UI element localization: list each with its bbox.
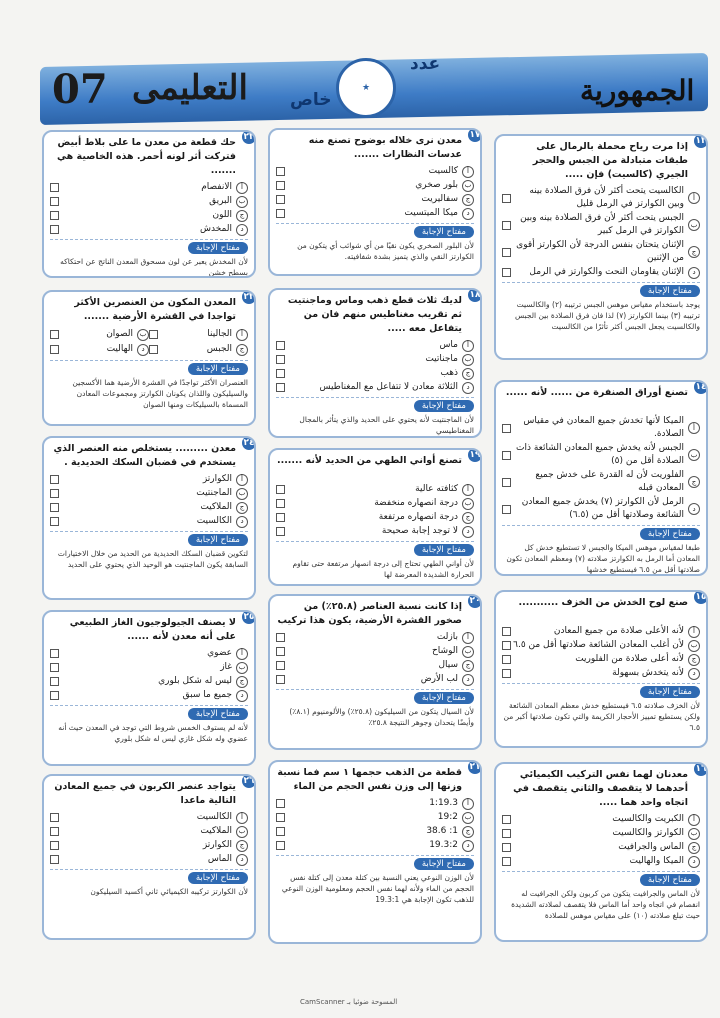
option-c[interactable]: ج سفاليريت: [276, 193, 474, 206]
question-number: ١٥: [692, 590, 708, 606]
option-a[interactable]: أ الجالينا: [149, 328, 248, 341]
answer-text: لأن الماس والجرافيت يتكون من كربون ولكن الجرافيت له انفصام في اتجاه واحد أما الماس فلا يتقصف لصلادته الشديدة حيث تبلغ صلادته (١٠) على مقياس موهس للصلادة: [511, 889, 700, 920]
option-d[interactable]: د الإثنان يقاومان النحت والكوارتز في الرمل: [502, 266, 700, 279]
answer-key-label: مفتاح الإجابة: [640, 528, 700, 540]
ministry-seal-icon: ★: [336, 58, 396, 118]
question-card-24: [42, 436, 256, 600]
option-b[interactable]: ب الملاكيت: [50, 825, 248, 838]
option-b[interactable]: ب الوشاح: [276, 645, 474, 658]
option-a[interactable]: أ بازلت: [276, 631, 474, 644]
question-card-26: [42, 774, 256, 940]
answer-text: لأن الوزن النوعي يعني النسبة بين كتلة معدن إلى كتلة نفس الحجم من الماء ولأنه لهما نفس الحجم ومعلومية الوزن النوعي للذهب تكون الإجابة هي 19.3:1: [281, 873, 474, 904]
option-d[interactable]: د لب الأرض: [276, 673, 474, 686]
option-c[interactable]: ج الإثنان يتحتان بنفس الدرجة لأن الكوارتز أقوى من الإثنين: [502, 239, 700, 265]
answer-key: [276, 223, 474, 262]
answer-text: لأن الكوارتز تركيبه الكيميائي ثاني أكسيد السيليكون: [90, 887, 248, 896]
option-c[interactable]: ج اللون: [50, 209, 248, 222]
option-a[interactable]: أ الكوارتز: [50, 473, 248, 486]
option-c[interactable]: ج درجة انصهاره مرتفعة: [276, 511, 474, 524]
answer-key-label: مفتاح الإجابة: [414, 858, 474, 870]
option-b[interactable]: ب الصوان: [50, 328, 149, 341]
option-c[interactable]: ج الكوارتز: [50, 839, 248, 852]
option-d[interactable]: د الماس: [50, 853, 248, 866]
question-card-15: [494, 590, 708, 748]
question-number: ١٧: [466, 128, 482, 144]
question-text: المعدن المكون من العنصرين الأكثر تواجدا في القشرة الأرضية .......: [74, 297, 236, 322]
option-b[interactable]: ب الجبس لأنه يخدش جميع المعادن الشائعة ذات الصلادة أقل من (٥): [502, 442, 700, 468]
question-number: ٢٢: [240, 130, 256, 146]
answer-key: [276, 689, 474, 728]
option-d[interactable]: د المخدش: [50, 223, 248, 236]
option-a[interactable]: أ كثافته عالية: [276, 483, 474, 496]
answer-key-label: مفتاح الإجابة: [640, 686, 700, 698]
question-number: ٢٥: [240, 610, 256, 626]
newspaper-logo: الجمهورية: [580, 74, 695, 107]
option-b[interactable]: ب الكوارتز والكالسيت: [502, 827, 700, 840]
option-d[interactable]: د لا توجد إجابة صحيحة: [276, 525, 474, 538]
answer-text: طبقا لمقياس موهس الميكا والجبس لا تستطيع خدش كل المعادن أما الرمل به الكوارتز صلادته (٧) ومعظم المعادن تكون صلادتها أقل من ٦.٥ فيستطيع خدشها: [506, 543, 700, 574]
option-b[interactable]: ب ماجناتيت: [276, 353, 474, 366]
option-a[interactable]: أ عضوي: [50, 647, 248, 660]
answer-key: [276, 541, 474, 580]
option-d[interactable]: د 19.3:2: [276, 839, 474, 852]
question-number: ٢٦: [240, 774, 256, 790]
option-b[interactable]: ب بلور صخري: [276, 179, 474, 192]
question-card-23: [42, 290, 256, 426]
option-a[interactable]: أ الكالسيت يتحت أكثر لأن فرق الصلادة بينه وبين الكوارتز في الرمل قليل: [502, 185, 700, 211]
answer-key: [50, 239, 248, 278]
answer-key-label: مفتاح الإجابة: [414, 692, 474, 704]
option-a[interactable]: أ ماس: [276, 339, 474, 352]
question-text: حك قطعة من معدن ما على بلاط أبيض فتركت أثر لونه أحمر. هذه الخاصية هي .......: [57, 137, 236, 176]
question-text: معدن ......... يستخلص منه العنصر الذي يستخدم في قضبان السكك الحديدية .: [53, 443, 236, 468]
answer-key-label: مفتاح الإجابة: [414, 544, 474, 556]
option-c[interactable]: ج 1: 38.6: [276, 825, 474, 838]
answer-key: [276, 855, 474, 905]
answer-key: [50, 705, 248, 744]
option-a[interactable]: أ الكالسيت: [50, 811, 248, 824]
answer-text: لأن الماجنتيت لأنه يحتوي على الحديد والذي يتأثر بالمجال المغناطيسي: [299, 415, 474, 435]
option-d[interactable]: د الرمل لأن الكوارتز (٧) يخدش جميع المعادن الشائعة وصلادتها أقل من (٦.٥): [502, 496, 700, 522]
question-text: معدنان لهما نفس التركيب الكيميائي أحدهما لا يتقصف والثاني يتقصف في اتجاه واحد هما .....: [513, 769, 688, 808]
question-number: ١٩: [466, 448, 482, 464]
question-number: ٢٣: [240, 290, 256, 306]
answer-text: لأن أواني الطهي تحتاج إلى درجة انصهار مرتفعة حتى تقاوم الحرارة الشديدة المعرضة لها: [292, 559, 474, 579]
option-c[interactable]: ج الفلوريت لأن له القدرة على خدش جميع المعادن قبله: [502, 469, 700, 495]
issue-number: 07: [52, 66, 108, 113]
option-c[interactable]: ج الماس والجرافيت: [502, 841, 700, 854]
question-card-13: [494, 134, 708, 360]
answer-key: [276, 397, 474, 436]
option-d[interactable]: د الميكا والهاليت: [502, 855, 700, 868]
option-d[interactable]: د الهاليت: [50, 343, 149, 356]
supplement-title: التعليمى: [132, 68, 248, 108]
answer-key-label: مفتاح الإجابة: [188, 708, 248, 720]
question-card-25: [42, 610, 256, 766]
question-text: إذا مرت رياح محملة بالرمال على طبقات متبادلة من الجبس والحجر الجيري (كالسيت) فإن .....: [532, 141, 688, 180]
answer-key-label: مفتاح الإجابة: [640, 874, 700, 886]
question-card-20: [268, 594, 482, 750]
question-text: لديك ثلاث قطع ذهب وماس وماجنتيت ثم تقريب مغناطيس منهم فان من يتفاعل معه .....: [287, 295, 462, 334]
question-card-16: [494, 762, 708, 942]
question-card-18: [268, 288, 482, 438]
option-a[interactable]: أ الكبريت والكالسيت: [502, 813, 700, 826]
question-text: إذا كانت نسبة العناصر (٢٥.٨٪) من صخور القشرة الأرضية، يكون هذا تركيب: [277, 601, 462, 626]
option-b[interactable]: ب لأن أغلب المعادن الشائعة صلادتها أقل من ٦.٥: [502, 639, 700, 652]
option-a[interactable]: أ 1:19.3: [276, 797, 474, 810]
answer-key-label: مفتاح الإجابة: [188, 872, 248, 884]
answer-key: [50, 531, 248, 570]
answer-key: [50, 869, 248, 897]
special-label: خاص: [290, 90, 332, 110]
answer-text: لأنه لم يستوف الخمس شروط التي توجد في المعدن حيث أنه عضوي وله شكل غازي ليس له شكل بلوري: [58, 723, 248, 743]
question-number: ١٣: [692, 134, 708, 150]
answer-key-label: مفتاح الإجابة: [640, 285, 700, 297]
answer-key-label: مفتاح الإجابة: [414, 400, 474, 412]
answer-key: [502, 282, 700, 332]
option-b[interactable]: ب درجة انصهاره منخفضة: [276, 497, 474, 510]
answer-key: [50, 360, 248, 410]
question-text: معدن نرى خلاله بوضوح تصنع منه عدسات النظارات .......: [308, 135, 462, 160]
option-b[interactable]: ب البريق: [50, 195, 248, 208]
question-text: تصنع أوراق الصنفرة من ...... لأنه ......: [505, 387, 688, 398]
masthead: [40, 52, 708, 130]
answer-key: [502, 871, 700, 921]
answer-key: [502, 525, 700, 575]
option-b[interactable]: ب 19:2: [276, 811, 474, 824]
option-d[interactable]: د الثلاثة معادن لا تتفاعل مع المغناطيس: [276, 381, 474, 394]
option-d[interactable]: د لأنه يتخدش بسهولة: [502, 667, 700, 680]
answer-key-label: مفتاح الإجابة: [188, 363, 248, 375]
question-card-14: [494, 380, 708, 576]
question-text: قطعة من الذهب حجمها ١ سم فما نسبة وزنها إلى وزن نفس الحجم من الماء: [277, 767, 462, 792]
option-a[interactable]: أ الميكا لأنها تخدش جميع المعادن في مقياس الصلادة.: [502, 415, 700, 441]
answer-key-label: مفتاح الإجابة: [188, 534, 248, 546]
option-c[interactable]: ج الجبس: [149, 343, 248, 356]
option-c[interactable]: ج الملاكيت: [50, 501, 248, 514]
option-c[interactable]: ج ذهب: [276, 367, 474, 380]
answer-text: لأن البلور الصخري يكون نقيًا من أي شوائب أي يتكون من الكوارتز النقي والذي يتميز بشدة شفافيته.: [297, 241, 474, 261]
question-card-21: [268, 760, 482, 944]
question-text: لا يصنف الجيولوجيون الغاز الطبيعي على أنه معدن لأنه ......: [69, 617, 236, 642]
question-number: ٢١: [466, 760, 482, 776]
answer-text: لأن الخزف صلادته ٦.٥ فيستطيع خدش معظم المعادن الشائعة ولكن يستطيع تمييز الأحجار الكريمة والتي تكون صلادتها أكبر من ٦.٥: [503, 701, 700, 732]
question-text: تصنع أواني الطهي من الحديد لأنه .......: [276, 455, 462, 466]
answer-text: يوجد باستخدام مقياس موهس الجبس ترتيبه (٢) والكالسيت ترتيبه (٣) بينما الكوارتز (٧) لذا فان فرق الصلادة بين الجبس والكالسيت يجعل الجبس أكثر تأثرًا من الكالسيت: [515, 300, 700, 331]
option-b[interactable]: ب غاز: [50, 661, 248, 674]
scanner-watermark: CamScanner المسوحة ضوئيا بـ: [300, 998, 398, 1006]
question-card-22: [42, 130, 256, 278]
question-card-17: [268, 128, 482, 276]
answer-key: [502, 683, 700, 733]
option-c[interactable]: ج سيال: [276, 659, 474, 672]
option-b[interactable]: ب الماجنتيت: [50, 487, 248, 500]
option-a[interactable]: أ لأنه الأعلى صلادة من جميع المعادن: [502, 625, 700, 638]
option-c[interactable]: ج لأنه أعلى صلادة من الفلوريت: [502, 653, 700, 666]
question-number: ١٨: [466, 288, 482, 304]
option-b[interactable]: ب الجبس يتحت أكثر لأن فرق الصلادة بينه وبين الكوارتز في الرمل كبير: [502, 212, 700, 238]
question-text: صنع لوح الخدش من الخزف ...........: [518, 597, 688, 608]
answer-key-label: مفتاح الإجابة: [414, 226, 474, 238]
question-card-19: [268, 448, 482, 586]
option-a[interactable]: أ الانفصام: [50, 181, 248, 194]
question-number: ١٦: [692, 762, 708, 778]
option-d[interactable]: د الكالسيت: [50, 515, 248, 528]
option-d[interactable]: د ميكا الميتسيت: [276, 207, 474, 220]
question-number: ١٤: [692, 380, 708, 396]
answer-text: لأن السيال يتكون من السيليكون (٢٥.٨٪) والألومنيوم (٨.١٪) وأيضًا يتحدان وجوهر النتيجة ٢٥.٨٪: [289, 707, 474, 727]
issue-label: عدد: [410, 54, 441, 74]
answer-text: لتكوين قضبان السكك الحديدية من الحديد من خلال الاختيارات السابقة يكون الماجنتيت هو الوحيد الذي يحتوي على الحديد: [57, 549, 248, 569]
answer-text: لأن المخدش يعبر عن لون مسحوق المعدن الناتج عن احتكاكه بسطح خشن: [60, 257, 248, 277]
option-a[interactable]: أ كالسيت: [276, 165, 474, 178]
option-d[interactable]: د جميع ما سبق: [50, 689, 248, 702]
answer-text: العنصران الأكثر تواجدًا في القشرة الأرضية هما الأكسجين والسيليكون واللذان يكونان الكوارتز ومجموعات المعادن المسماة بالسيليكات ومنها الصوان: [72, 378, 248, 409]
option-c[interactable]: ج ليس له شكل بلوري: [50, 675, 248, 688]
answer-key-label: مفتاح الإجابة: [188, 242, 248, 254]
question-number: ٢٠: [466, 594, 482, 610]
question-text: يتواجد عنصر الكربون في جميع المعادن التالية ماعدا: [54, 781, 236, 806]
question-number: ٢٤: [240, 436, 256, 452]
